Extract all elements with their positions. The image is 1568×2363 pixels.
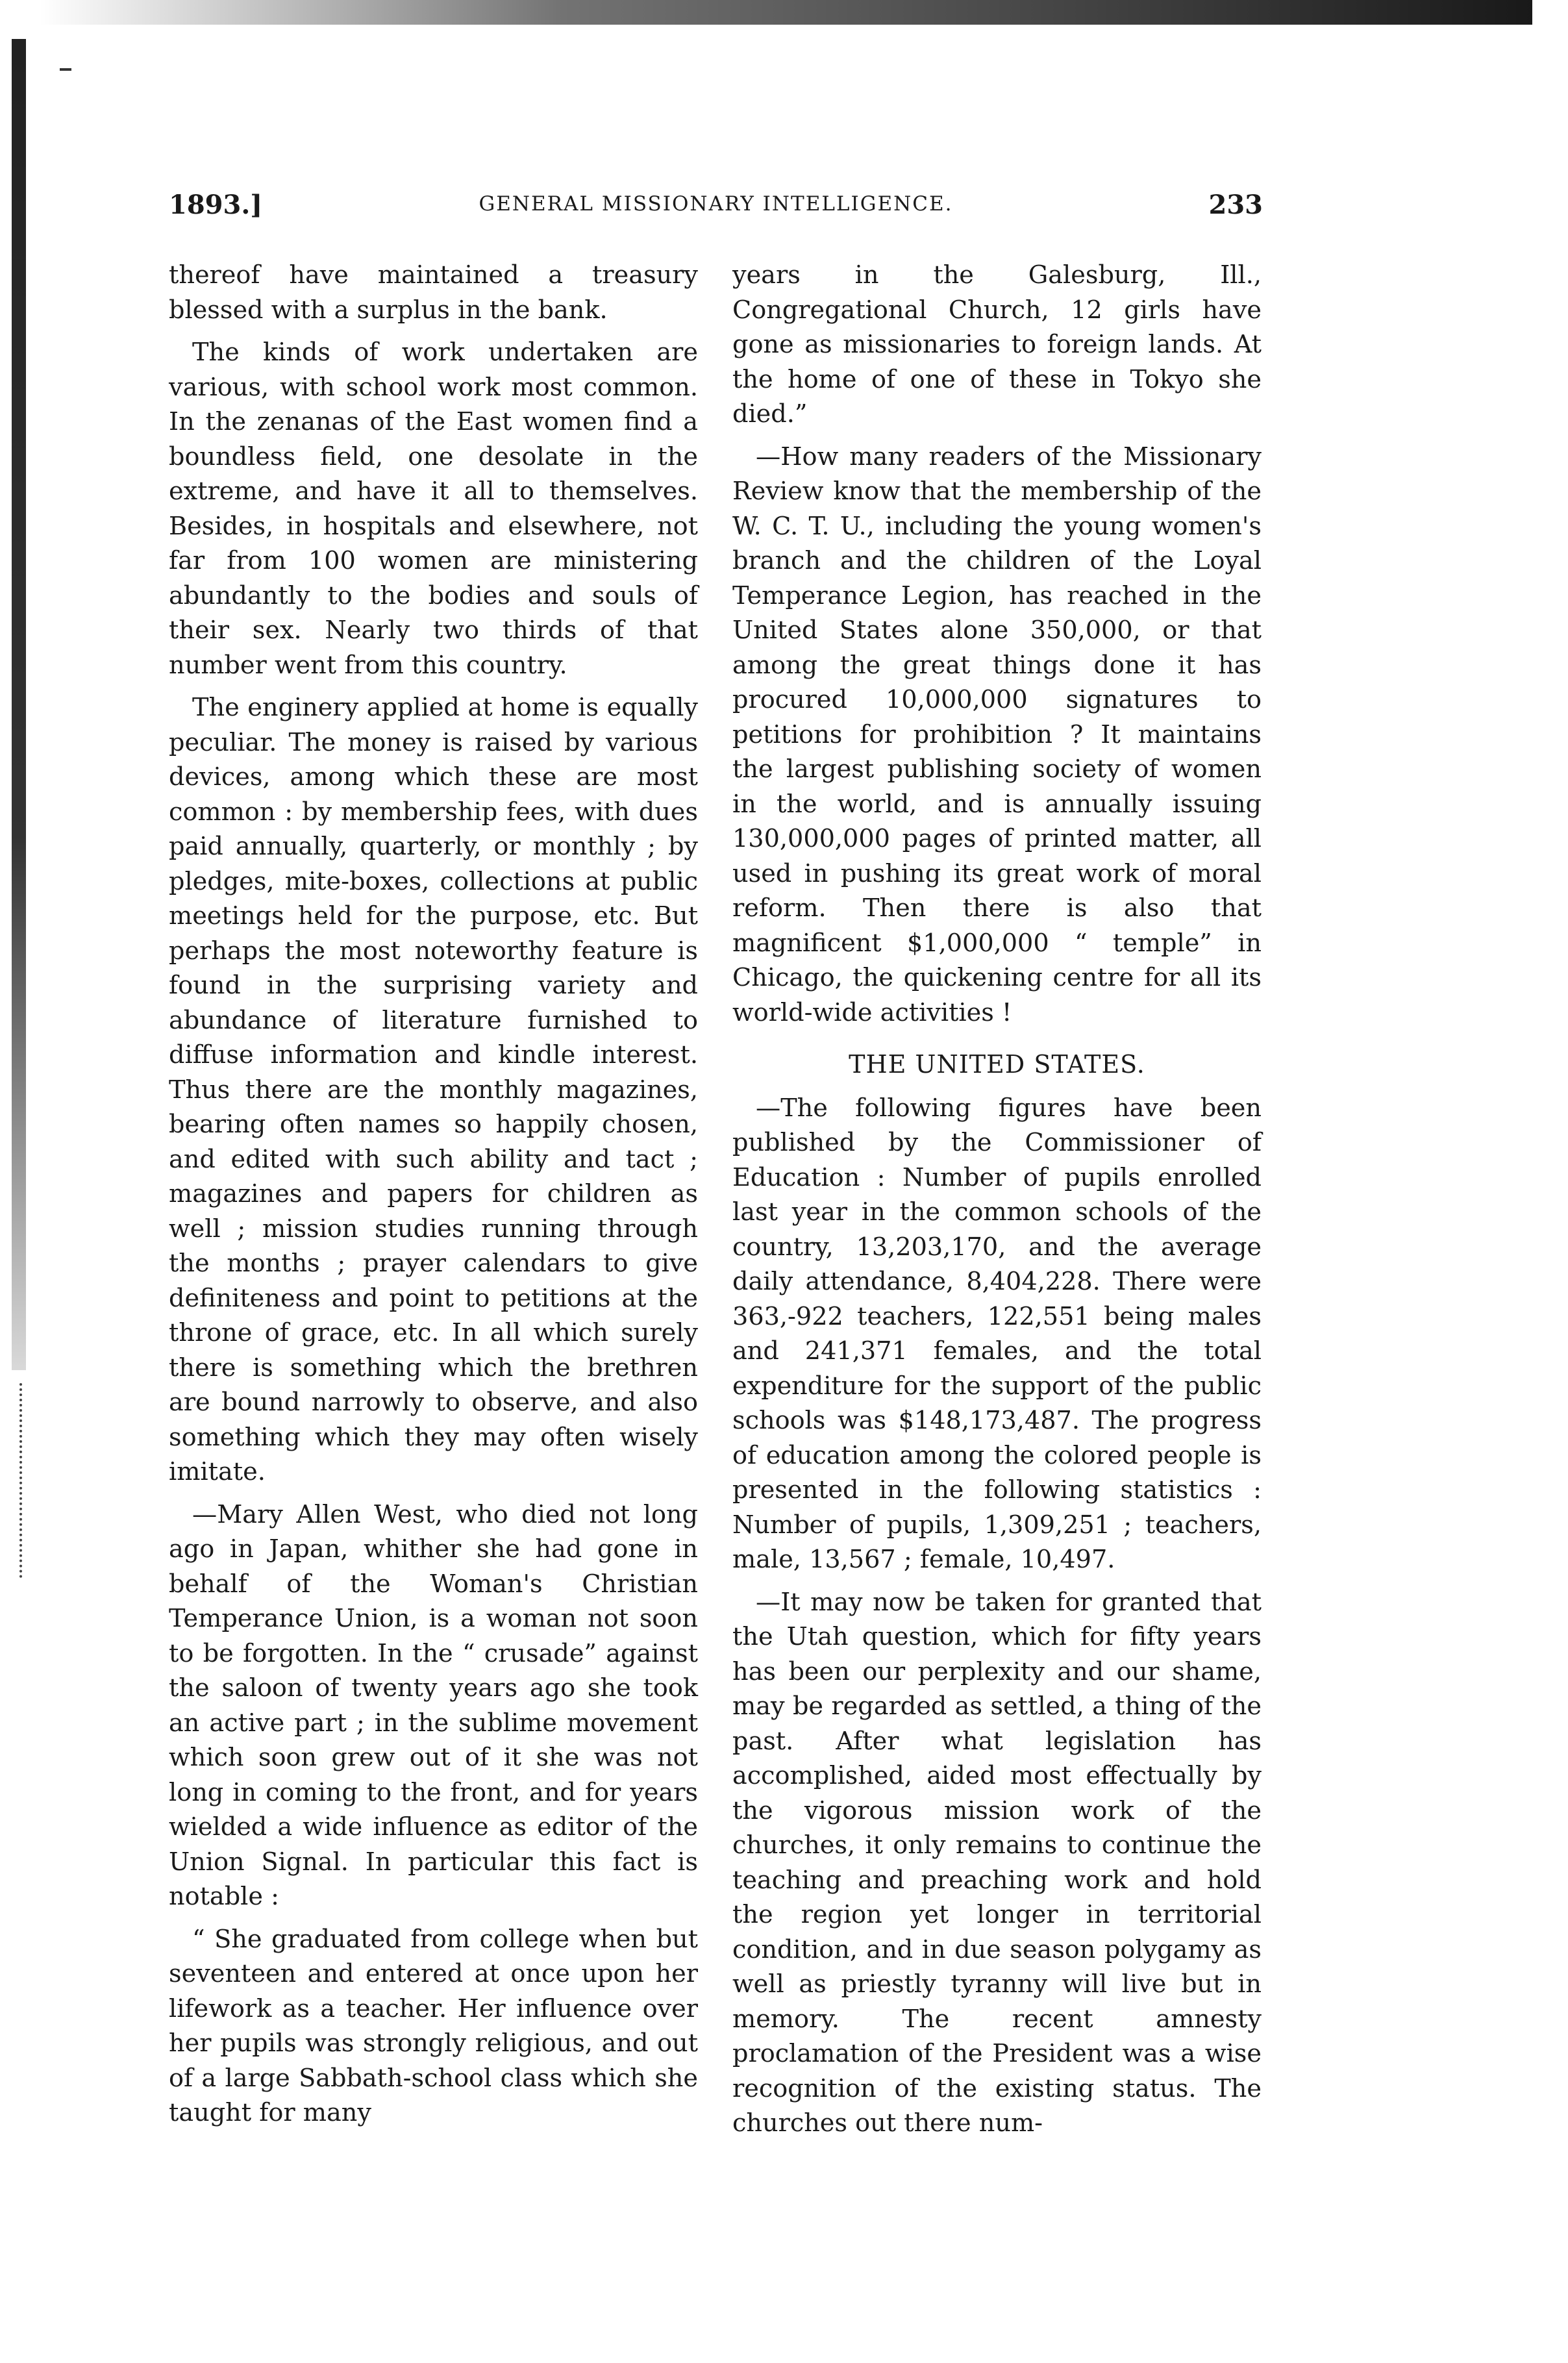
scan-edge-left <box>12 39 26 1370</box>
quotation-paragraph: “ She graduated from college when but seventeen and entered at once upon her lifework as a teacher. Her influence over her pupils was strongly religious, and out of a large Sabbath-school class which she taught for many <box>169 1925 698 2127</box>
left-column <box>169 258 698 2139</box>
paragraph: —Mary Allen West, who died not long ago in Japan, whither she had gone in behalf of the Woman's Christian Temperance Union, is a woman not soon to be forgotten. In the “ crusade” against the saloon of twenty years ago she took an active part ; in the sublime movement which soon grew out of it she was not long in coming to the front, and for years wielded a wide influence as editor of the Union Signal. In particular this fact is notable : <box>169 1500 698 1911</box>
scan-noise <box>19 1383 25 1578</box>
paragraph: —The following figures have been published by the Commissioner of Education : Number of pupils enrolled last year in the common schools of the country, 13,203,170, and the average daily attendance, 8,404,228. There were 363,-922 teachers, 122,551 being males and 241,371 females, and the total expenditure for the support of the public schools was $148,173,487. The progress of education among the colored people is presented in the following statistics : Number of pupils, 1,309,251 ; teachers, male, 13,567 ; female, 10,497. <box>732 1094 1262 1574</box>
page-year: 1893.] <box>169 190 263 220</box>
paragraph: thereof have maintained a treasury blessed with a surplus in the bank. <box>169 261 698 325</box>
paragraph: years in the Galesburg, Ill., Congregational Church, 12 girls have gone as missionaries to foreign lands. At the home of one of these in Tokyo she died.” <box>732 261 1262 429</box>
scan-edge-top <box>39 0 1532 25</box>
scan-mark <box>60 68 71 71</box>
paragraph: The kinds of work undertaken are various, with school work most common. In the zenanas of the East women find a boundless field, one desolate in the extreme, and have it all to themselves. Besides, in hospitals and elsewhere, not far from 100 women are ministering abundantly to the bodies and souls of their sex. Nearly two thirds of that number went from this country. <box>169 338 698 680</box>
paragraph: —It may now be taken for granted that the Utah question, which for fifty years has been our perplexity and our shame, may be regarded as settled, a thing of the past. After what legislation has accomplished, aided most effectually by the vigorous mission work of the churches, it only remains to continue the teaching and preaching work and hold the region yet longer in territorial condition, and in due season polygamy as well as priestly tyranny will live but in memory. The recent amnesty proclamation of the President was a wise recognition of the existing status. The churches out there num- <box>732 1588 1262 2138</box>
right-column <box>732 258 1262 2149</box>
paragraph: —How many readers of the Missionary Review know that the membership of the W. C. T. U., including the young women's branch and the children of the Loyal Temperance Legion, has reached in the United States alone 350,000, or that among the great things done it has procured 10,000,000 signatures to petitions for prohibition ? It maintains the largest publishing society of women in the world, and is annually issuing 130,000,000 pages of printed matter, all used in pushing its great work of moral reform. Then there is also that magnificent $1,000,000 “ temple” in Chicago, the quickening centre for all its world-wide activities ! <box>732 442 1262 1027</box>
paragraph: The enginery applied at home is equally peculiar. The money is raised by various devices, among which these are most common : by membership fees, with dues paid annually, quarterly, or monthly ; by pledges, mite-boxes, collections at public meetings held for the purpose, etc. But perhaps the most noteworthy feature is found in the surprising variety and abundance of literature furnished to diffuse information and kindle interest. Thus there are the monthly magazines, bearing often names so happily chosen, and edited with such ability and tact ; magazines and papers for children as well ; mission studies running through the months ; prayer calendars to give definiteness and point to petitions at the throne of grace, etc. In all which surely there is something which the brethren are bound narrowly to observe, and also something which they may often wisely imitate. <box>169 694 698 1486</box>
running-title: GENERAL MISSIONARY INTELLIGENCE. <box>479 192 953 216</box>
section-heading: THE UNITED STATES. <box>849 1050 1145 1079</box>
page-header <box>169 190 1263 235</box>
page-number: 233 <box>1208 190 1263 220</box>
